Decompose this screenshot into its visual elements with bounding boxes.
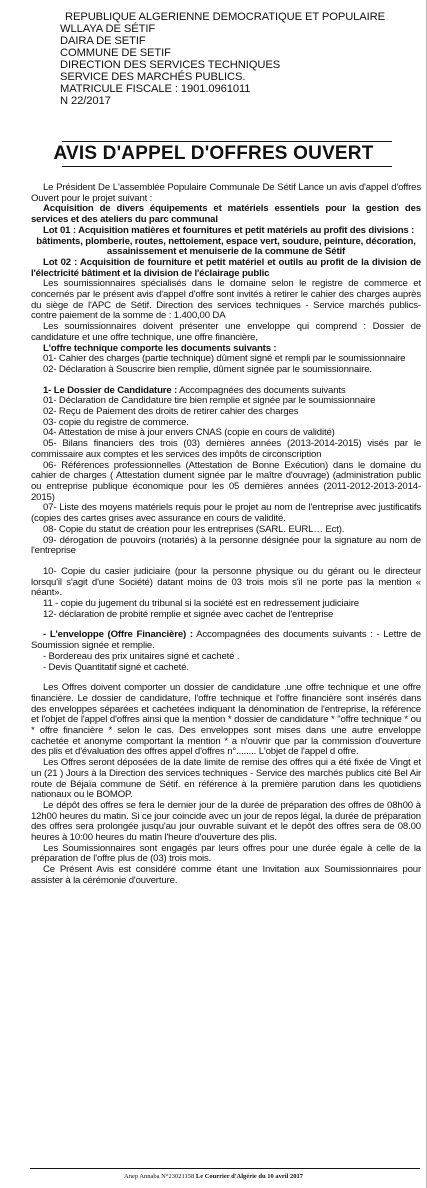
offers-paragraph: Les Offres doivent comporter un dossier de candidature .une offre technique et une offre financière. Le dossier de candidature, l'offre technique et l'offre financière sont insérés dans des enveloppes séparées et cachetées indiquant la dénomination de l'entreprise, la référence et l'objet de l'appel d'offres ainsi que la mention * dossier de candidature * "offre technique * ou * offre financière * selon le cas. Des enveloppes sont mises dans une autre enveloppe cachetée et anonyme comportant la mention * a n'ouvrir que par la commission d'ouverture des plis et d'évaluation des offres appel d'offres n°........ L'objet de l'appel d offre. [31,682,421,758]
dossier-heading-bold: 1- Le Dossier de Candidature : [43,384,178,396]
dossier-item: 02- Reçu de Paiement des droits de retirer cahier des charges [43,406,299,418]
dossier-item: 12- déclaration de probité remplie et signée avec cachet de l'entreprise [43,608,334,620]
bidders-paragraph: Les soumissionnaires spécialisés dans le domaine selon le registre de commerce et concernés par le présent avis d'appel d'offre sont invités à retirer le cahier des charges auprès du siège de l'APC de Sétif. Direction des services techniques - Service marchés publics- contre paiement de la somme de : 1.400,00 DA [31,278,421,322]
financial-item: - Bordereau des prix unitaires signé et cacheté . [43,650,240,662]
administrative-header [60,11,420,107]
title-rule-bottom [62,166,392,167]
intro-paragraph: Le Président De L'assemblée Populaire Communale De Sétif Lance un avis d'appel d'offres Ouvert pour le projet suivant : [31,182,421,204]
dossier-item: 10- Copie du casier judiciaire (pour la personne physique ou du gérant ou le directeur lorsqu'il s'agit d'une Société) datant moins de 03 trois mois s'il ne porte pas la mention « néant». [31,565,421,599]
dossier-item: 11 - copie du jugement du tribunal si la société est en redressement judiciaire [43,598,359,610]
invitation-paragraph: Ce Présent Avis est considéré comme étant une Invitation aux Soumissionnaires pour assister à la cérémonie d'ouverture. [31,864,421,886]
dossier-item: 03- copie du registre de commerce. [43,416,189,428]
footer-newspaper: Le Courrier d'Algérie du 10 avril 2017 [194,1173,303,1180]
technical-offer-heading: L'offre technique comporte les documents suivants : [43,342,277,354]
notice-title: AVIS D'APPEL D'OFFRES OUVERT [53,143,374,164]
project-title: Acquisition de divers équipements et matériels essentiels pour la gestion des services et des ateliers du parc communal [31,203,421,226]
publication-footer [0,1173,427,1180]
notice-body [31,183,421,887]
header-line: DIRECTION DES SERVICES TECHNIQUES [60,59,281,71]
dossier-item: 04- Attestation de mise à jour envers CNAS (copie en cours de validité) [43,427,335,439]
header-line: SERVICE DES MARCHÉS PUBLICS. [60,71,246,83]
technical-item: 01- Cahier des charges (partie technique) dûment signé et rempli par le soumissionnaire [43,353,406,365]
financial-heading-bold: - L'enveloppe (Offre Financière) : [43,629,193,641]
footer-rule [30,1168,420,1169]
dossier-item: 01- Déclaration de Candidature tire bien remplie et signée par le soumissionnaire [43,395,376,407]
deposit-paragraph: Les Offres seront déposées de la date limite de remise des offres qui a été fixée de Vingt et un (21 ) Jours à la Direction des services techniques - Service des marchés publics cité Bel Air route de Béjaïa commune de Sétif. en référence à la première parution dans les quotidiens nationaux ou le BOMOP. [31,757,421,801]
dossier-item: 05- Bilans financiers des trois (03) dernières années (2013-2014-2015) visés par le commissaire aux comptes et les services des impôts de circonscription [31,438,421,460]
footer-reference: Anep Annaba N°23021158 [124,1173,195,1180]
header-line: N 22/2017 [60,95,111,107]
lot-1-items-cont: assainissement et menuiserie de la commune de Sétif [106,246,346,258]
dossier-item: 06- Références professionnelles (Attestation de Bonne Exécution) dans le domaine du cahier de charges ( Attestation dument signée par le maître d'ouvrage) (administration public ou entreprise publique économique pour les 05 dernières années (2011-2012-2013-2014-2015) [31,459,421,503]
title-rule-top [62,141,392,142]
dossier-item: 08- Copie du statut de création pour les entreprises (SARL. EURL… Ect). [43,523,345,535]
envelope-paragraph: Les soumissionnaires doivent présenter une enveloppe qui comprend : Dossier de candidature et une offre technique, une offre financière, [31,321,421,343]
technical-item: 02- Déclaration à Souscrire bien remplie, dûment signée par le soumissionnaire. [43,363,372,375]
dossier-item: 09- dérogation de pouvoirs (notariés) à la personne désignée pour la signature au nom de l'entreprise [31,534,421,557]
dossier-heading-text: Accompagnées des documents suivants [177,384,346,396]
commitment-paragraph: Les Soumissionnaires sont engagés par leurs offres pour une durée égale à celle de la préparation de l'offre plus de (03) trois mois. [31,842,421,865]
lot-1: Lot 01 : Acquisition matières et fournitures et petit matériels au profit des divisions : [43,224,415,236]
header-line: DAIRA DE SETIF [60,35,146,47]
financial-envelope-heading [31,630,421,651]
header-line: MATRICULE FISCALE : 1901.0961011 [60,83,251,95]
deadline-paragraph: Le dépôt des offres se fera le dernier jour de la durée de préparation des offres de 08h00 à 12h00 heures du matin. Si ce jour coincide avec un jour de repos légal, la durée de préparation des offres sera prolongée jusqu'au jour ouvrable suivant et le depôt des offres sera de 08.00 heures à 10:00 heures du matin l'heure d'ouverture des plis. [31,799,421,844]
lot-1-items: bâtiments, plomberie, routes, nettoiement, espace vert, soudure, peinture, décoration, [36,235,416,247]
financial-item: - Devis Quantitatif signé et cacheté. [43,661,189,673]
header-line: COMMUNE DE SETIF [60,47,171,59]
header-line: WLLAYA DE SÉTIF [60,23,156,35]
lot-2: Lot 02 : Acquisition de fourniture et petit matériel et outils au profit de la division de l'électricité bâtiment et la division de l'éclairage public [31,256,421,279]
dossier-item: 07- Liste des moyens matériels requis pour le projet au nom de l'entreprise avec justificatifs (copies des cartes grises avec assurance en cours de validité. [31,502,421,525]
header-line: REPUBLIQUE ALGERIENNE DEMOCRATIQUE ET POPULAIRE [64,11,386,23]
financial-heading-text: Accompagnées des documents suivants : - Lettre de Soumission signée et remplie. [31,629,421,652]
